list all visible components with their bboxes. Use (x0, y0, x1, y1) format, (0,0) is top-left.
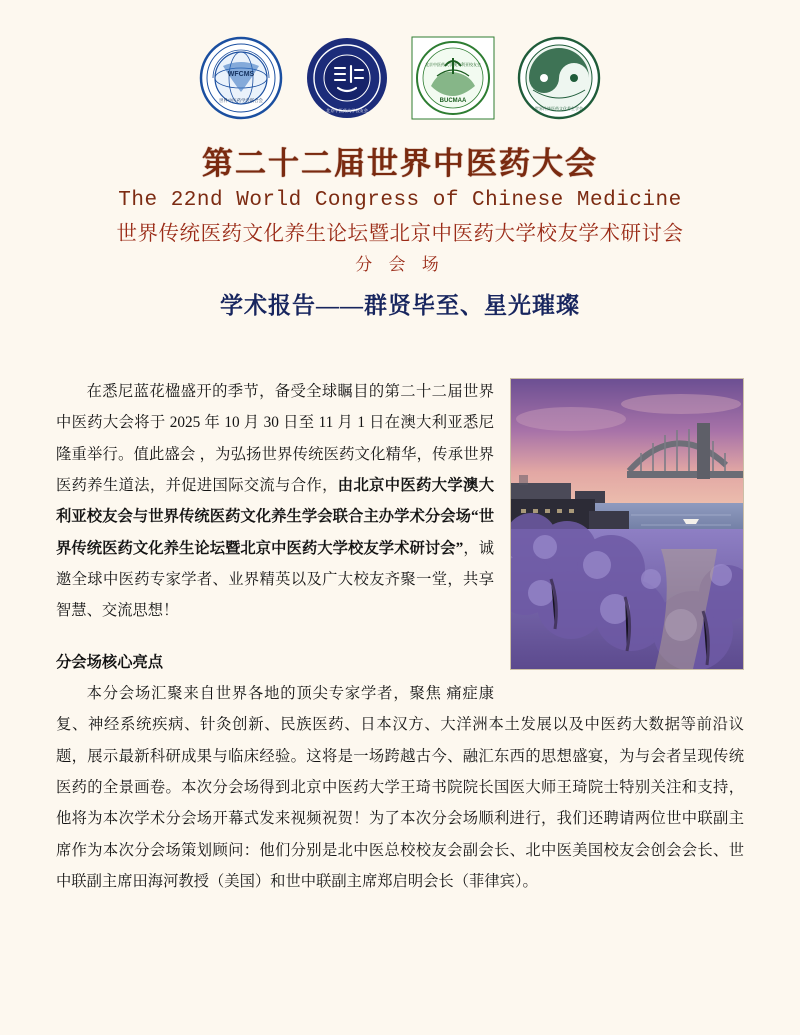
document-body (56, 376, 744, 900)
page-title-english: The 22nd World Congress of Chinese Medicine (118, 189, 682, 212)
svg-text:世界中医药学会联合会: 世界中医药学会联合会 (219, 98, 263, 103)
report-title: 学术报告——群贤毕至、星光璀璨 (220, 293, 580, 318)
bucmaa-emblem-icon (411, 36, 495, 120)
wfcms-emblem-icon (199, 36, 283, 120)
svg-text:北京中医药大学校友会: 北京中医药大学校友会 (326, 108, 368, 113)
page-title: 第二十二届世界中医药大会 (202, 146, 598, 181)
page-subtitle-session: 分 会 场 (355, 255, 445, 274)
highlights-paragraph: 本分会场汇聚来自世界各地的顶尖专家学者，聚焦 痛症康复、神经系统疾病、针灸创新、民族医药、日本汉方、大洋洲本土发展以及中医药大数据等前沿议题，展示最新科研成果与临床经验。这将是一场跨越古今、融汇东西的思想盛宴，为与会者呈现传统医药的全景画卷。本次分会场得到北京中医药大学王琦书院院长国医大师王琦院士特别关注和支持，他将为本次学术分会场开幕式发来视频祝贺！为了本次分会场顺利进行，我们还聘请两位世中联副主席作为本次分会场策划顾问：他们分别是北中医总校校友会副会长、北中医美国校友会创会会长、世中联副主席田海河教授（美国）和世中联副主席郑启明会长（菲律宾）。 (56, 685, 744, 891)
intro-run-1: 在悉尼蓝花楹盛开的季节，备受全球瞩目的第二十二届世界中医药大会将于 2025 年 10 月 30 日至 11 月 1 日在澳大利亚悉尼隆重举行。值此盛会 ，为弘扬世界传统医药文化精华，传承世界医药养生道法，并促进国际交流与合作， (56, 383, 494, 495)
intro-run-3: ，诚邀全球中医药专家学者、业界精英以及广大校友齐聚一堂，共享智慧、交流思想！ (56, 539, 494, 620)
traditional-medicine-culture-emblem-icon (517, 36, 601, 120)
svg-text:WFCMS: WFCMS (227, 71, 255, 78)
bucm-alumni-emblem-icon (305, 36, 389, 120)
intro-run-2-bold: 由北京中医药大学澳大利亚校友会与世界传统医药文化养生学会联合主办学术分会场“世界传统医药文化养生论坛暨北京中医药大学校友学术研讨会” (56, 477, 494, 557)
sydney-harbour-bridge-jacaranda-photo (510, 378, 744, 670)
svg-text:BUCMAA: BUCMAA (439, 98, 467, 104)
svg-text:北京中医药大学澳大利亚校友会: 北京中医药大学澳大利亚校友会 (425, 62, 481, 67)
page-subtitle: 世界传统医药文化养生论坛暨北京中医药大学校友学术研讨会 (116, 223, 684, 245)
section-heading-highlights: 分会场核心亮点 (56, 653, 164, 671)
svg-text:世界传统医药文化养生学会: 世界传统医药文化养生学会 (535, 106, 583, 111)
logo-row (56, 36, 744, 120)
